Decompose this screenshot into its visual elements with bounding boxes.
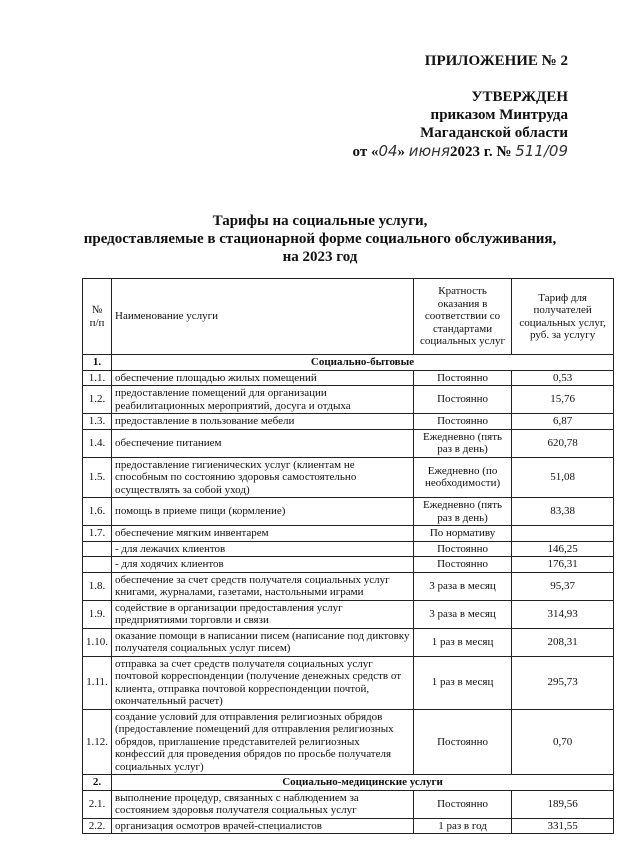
service-name: обеспечение за счет средств получателя социальных услуг книгами, журналами, газетами, настольными играми	[112, 572, 414, 600]
service-frequency: Постоянно	[413, 370, 511, 386]
section-num: 2.	[83, 775, 112, 791]
service-tariff: 6,87	[512, 414, 614, 430]
service-frequency: Постоянно	[413, 386, 511, 414]
service-tariff: 314,93	[512, 600, 614, 628]
order-line-2: Магаданской области	[420, 125, 568, 141]
row-num: 1.7.	[83, 526, 112, 542]
header-tariff: Тариф для получателей социальных услуг, руб. за услугу	[512, 279, 614, 355]
row-num: 2.2.	[83, 818, 112, 834]
service-name: обеспечение мягким инвентарем	[112, 526, 414, 542]
row-num: 1.4.	[83, 429, 112, 457]
section-title: Социально-медицинские услуги	[112, 775, 614, 791]
table-row	[83, 526, 614, 542]
row-num: 1.12.	[83, 709, 112, 775]
table-row	[83, 386, 614, 414]
service-frequency: Ежедневно (пять раз в день)	[413, 498, 511, 526]
service-tariff: 83,38	[512, 498, 614, 526]
row-num: 1.1.	[83, 370, 112, 386]
service-frequency: Постоянно	[413, 557, 511, 573]
header-num: № п/п	[83, 279, 112, 355]
service-name: помощь в приеме пищи (кормление)	[112, 498, 414, 526]
section-row	[83, 355, 614, 371]
row-num: 1.8.	[83, 572, 112, 600]
table-row	[83, 457, 614, 498]
table-row	[83, 414, 614, 430]
service-tariff: 189,56	[512, 790, 614, 818]
row-num: 1.2.	[83, 386, 112, 414]
order-date-line	[353, 142, 568, 161]
service-frequency: 1 раз в месяц	[413, 656, 511, 709]
service-name: организация осмотров врачей-специалистов	[112, 818, 414, 834]
service-frequency: По нормативу	[413, 526, 511, 542]
section-row	[83, 775, 614, 791]
service-frequency: 1 раз в месяц	[413, 628, 511, 656]
service-name: предоставление помещений для организации реабилитационных мероприятий, досуга и отдыха	[112, 386, 414, 414]
service-name: обеспечение площадью жилых помещений	[112, 370, 414, 386]
table-row	[83, 600, 614, 628]
title-line-1: Тарифы на социальные услуги,	[212, 213, 428, 229]
service-name: предоставление в пользование мебели	[112, 414, 414, 430]
service-tariff: 295,73	[512, 656, 614, 709]
table-row	[83, 709, 614, 775]
table-row	[83, 656, 614, 709]
date-mid: »	[397, 144, 409, 160]
title-line-3: на 2023 год	[282, 249, 358, 265]
title-line-2: предоставляемые в стационарной форме социального обслуживания,	[83, 231, 557, 247]
service-name: выполнение процедур, связанных с наблюдением за состоянием здоровья получателя социальных услуг	[112, 790, 414, 818]
service-tariff: 176,31	[512, 557, 614, 573]
service-name: - для лежачих клиентов	[112, 541, 414, 557]
service-name: создание условий для отправления религиозных обрядов (предоставление помещений для отправления религиозных обрядов, приглашение представителей религиозных конфессий для проведения обрядов по просьбе получателя социальных услуг)	[112, 709, 414, 775]
table-row	[83, 541, 614, 557]
tariffs-table	[82, 278, 614, 834]
document-title	[0, 212, 640, 266]
table-row	[83, 429, 614, 457]
row-num: 1.3.	[83, 414, 112, 430]
table-row	[83, 628, 614, 656]
service-name: обеспечение питанием	[112, 429, 414, 457]
service-frequency: Постоянно	[413, 790, 511, 818]
service-name: оказание помощи в написании писем (написание под диктовку получателя социальных услуг писем)	[112, 628, 414, 656]
service-frequency: Постоянно	[413, 414, 511, 430]
appendix-label: ПРИЛОЖЕНИЕ № 2	[424, 53, 568, 69]
service-frequency: 1 раз в год	[413, 818, 511, 834]
service-frequency: Ежедневно (по необходимости)	[413, 457, 511, 498]
table-row	[83, 498, 614, 526]
header-name: Наименование услуги	[112, 279, 414, 355]
table-row	[83, 790, 614, 818]
row-num: 2.1.	[83, 790, 112, 818]
service-frequency: 3 раза в месяц	[413, 572, 511, 600]
service-tariff	[512, 526, 614, 542]
service-name: содействие в организации предоставления услуг предприятиями торговли и связи	[112, 600, 414, 628]
service-tariff: 208,31	[512, 628, 614, 656]
service-tariff: 331,55	[512, 818, 614, 834]
service-frequency: Ежедневно (пять раз в день)	[413, 429, 511, 457]
table-body	[83, 355, 614, 834]
date-day: 04	[378, 142, 398, 160]
service-tariff: 15,76	[512, 386, 614, 414]
service-name: отправка за счет средств получателя социальных услуг почтовой корреспонденции (получение денежных средств от клиента, отправка почтовой корреспонденции почтой, окончательный расчет)	[112, 656, 414, 709]
service-name: - для ходячих клиентов	[112, 557, 414, 573]
service-tariff: 620,78	[512, 429, 614, 457]
date-month: июня	[408, 142, 451, 160]
service-frequency: 3 раза в месяц	[413, 600, 511, 628]
service-tariff: 95,37	[512, 572, 614, 600]
table-row	[83, 572, 614, 600]
table-row	[83, 818, 614, 834]
table-row	[83, 557, 614, 573]
service-name: предоставление гигиенических услуг (клиентам не способным по состоянию здоровья самостоятельно осуществлять за собой уход)	[112, 457, 414, 498]
service-tariff: 0,53	[512, 370, 614, 386]
row-num: 1.6.	[83, 498, 112, 526]
order-number: 511/09	[515, 142, 568, 160]
table-row	[83, 370, 614, 386]
date-year: 2023 г. №	[450, 144, 516, 160]
row-num: 1.5.	[83, 457, 112, 498]
approval-header	[353, 52, 568, 161]
service-tariff: 51,08	[512, 457, 614, 498]
table-header-row	[83, 279, 614, 355]
row-num	[83, 557, 112, 573]
order-line-1: приказом Минтруда	[430, 107, 568, 123]
header-freq: Кратность оказания в соответствии со стандартами социальных услуг	[413, 279, 511, 355]
row-num: 1.9.	[83, 600, 112, 628]
row-num: 1.11.	[83, 656, 112, 709]
service-tariff: 146,25	[512, 541, 614, 557]
service-frequency: Постоянно	[413, 541, 511, 557]
section-num: 1.	[83, 355, 112, 371]
service-tariff: 0,70	[512, 709, 614, 775]
row-num	[83, 541, 112, 557]
service-frequency: Постоянно	[413, 709, 511, 775]
row-num: 1.10.	[83, 628, 112, 656]
date-prefix: от «	[352, 144, 379, 160]
section-title: Социально-бытовые	[112, 355, 614, 371]
approved-label: УТВЕРЖДЕН	[471, 89, 568, 105]
